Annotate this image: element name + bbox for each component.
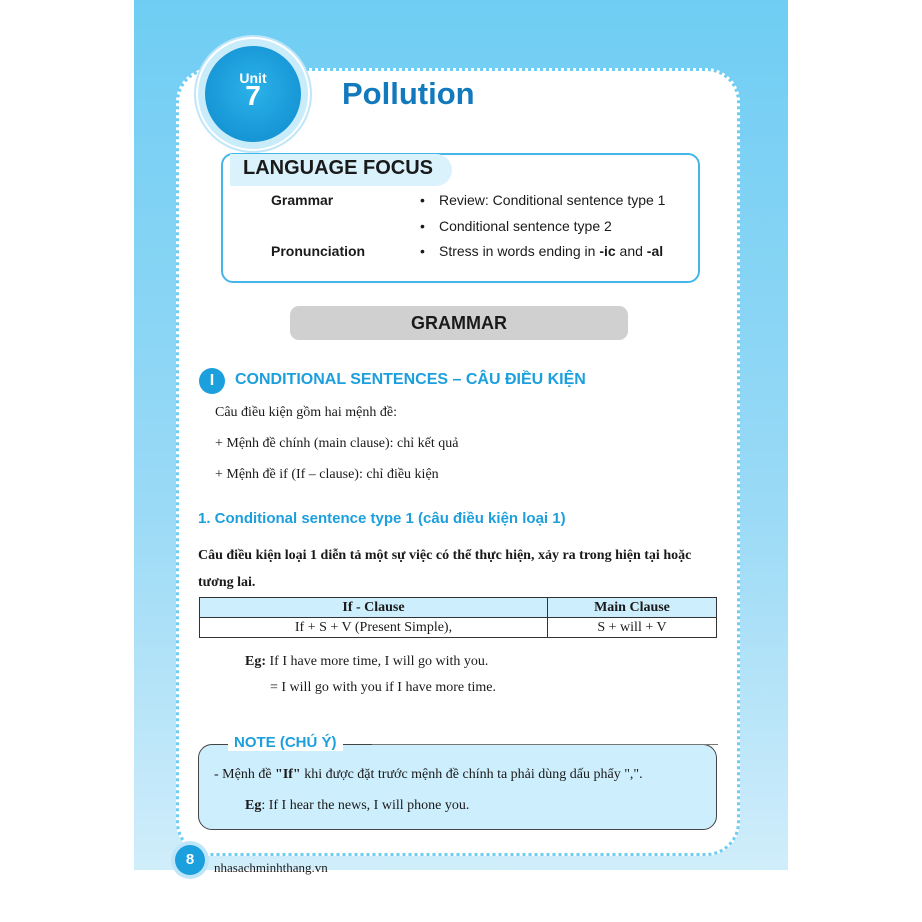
unit-number: 7 bbox=[245, 80, 261, 111]
example-line: Eg: If I have more time, I will go with you. bbox=[245, 654, 489, 669]
section-number: I bbox=[199, 368, 225, 394]
section-line: + Mệnh đề if (If – clause): chỉ điều kiện bbox=[215, 467, 439, 482]
pronunciation-label: Pronunciation bbox=[271, 243, 366, 259]
page-number: 8 bbox=[175, 845, 205, 875]
conditional-table bbox=[199, 597, 717, 638]
note-example-label: Eg bbox=[245, 798, 262, 813]
subsection-title: 1. Conditional sentence type 1 (câu điều kiện loại 1) bbox=[198, 510, 566, 527]
table-cell: S + will + V bbox=[547, 618, 716, 638]
example-equivalent: = I will go with you if I have more time. bbox=[270, 680, 497, 695]
bullet-icon: • bbox=[420, 243, 425, 259]
section-title: CONDITIONAL SENTENCES – CÂU ĐIỀU KIỆN bbox=[235, 371, 586, 388]
grammar-heading: GRAMMAR bbox=[290, 306, 628, 340]
focus-item: • Review: Conditional sentence type 1 bbox=[420, 192, 666, 208]
section-line: + Mệnh đề chính (main clause): chỉ kết quả bbox=[215, 436, 459, 451]
focus-item-stress: • Stress in words ending in -ic and -al bbox=[420, 243, 664, 259]
note-box bbox=[198, 744, 717, 830]
table-header: If - Clause bbox=[200, 598, 548, 618]
bullet-icon: • bbox=[420, 218, 425, 234]
table-cell: If + S + V (Present Simple), bbox=[200, 618, 548, 638]
grammar-label: Grammar bbox=[271, 192, 334, 208]
unit-badge bbox=[205, 46, 301, 142]
unit-label: Unit bbox=[239, 70, 267, 86]
note-example: Eg: If I hear the news, I will phone you. bbox=[245, 798, 470, 813]
table-row bbox=[200, 618, 717, 638]
bullet-icon: • bbox=[420, 192, 425, 208]
page-bottom-margin bbox=[134, 870, 788, 922]
page-title: Pollution bbox=[342, 76, 475, 111]
table-header: Main Clause bbox=[547, 598, 716, 618]
example-label: Eg: bbox=[245, 654, 266, 669]
section-line: Câu điều kiện gồm hai mệnh đề: bbox=[215, 405, 397, 420]
subsection-description: Câu điều kiện loại 1 diễn tả một sự việc có thể thực hiện, xảy ra trong hiện tại hoặc tương lai. bbox=[198, 548, 692, 590]
note-line: - Mệnh đề "If" khi được đặt trước mệnh đề chính ta phải dùng dấu phẩy ",". bbox=[214, 767, 643, 782]
website-url: nhasachminhthang.vn bbox=[214, 860, 328, 875]
note-divider bbox=[372, 744, 718, 745]
language-focus-heading: LANGUAGE FOCUS bbox=[243, 157, 433, 179]
focus-item: • Conditional sentence type 2 bbox=[420, 218, 612, 234]
table-header-row bbox=[200, 598, 717, 618]
note-title: NOTE (CHÚ Ý) bbox=[228, 734, 343, 751]
